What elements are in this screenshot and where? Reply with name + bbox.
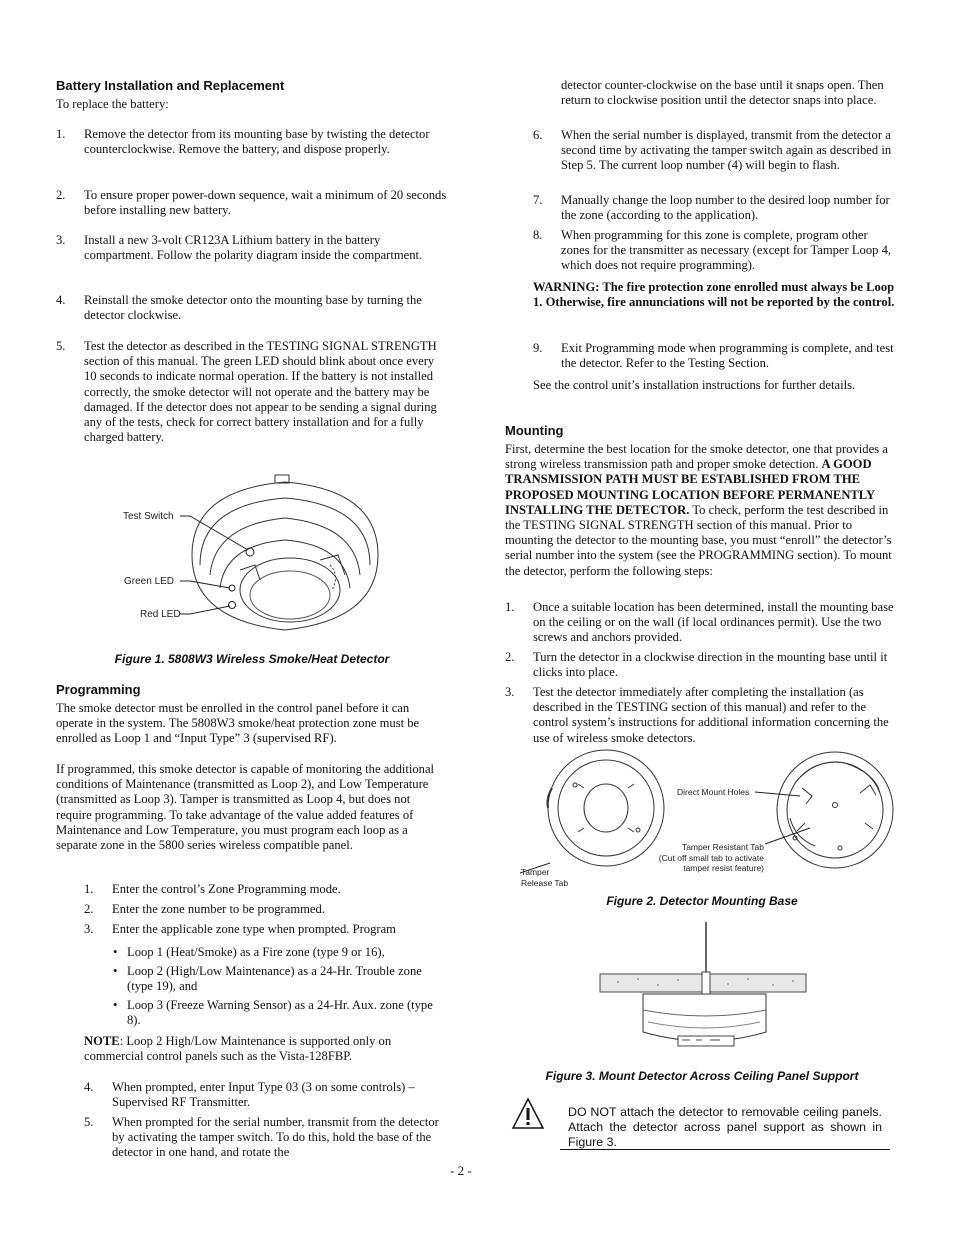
caution-text: DO NOT attach the detector to removable ceiling panels. Attach the detector across panel support as shown in Figure 3. xyxy=(568,1105,882,1149)
mounting-heading: Mounting xyxy=(505,423,564,438)
programming-note xyxy=(84,1034,448,1064)
programming-para2: If programmed, this smoke detector is capable of monitoring the additional conditions of Maintenance (transmitted as Loop 2), and Low Temperature (transmitted as Loop 3). Tamper is transmitted as Loop 4, but does not require programming. To take advantage of the value added features of Maintenance and Low Temperature, you must program each loop as a separate zone in the 5800 series wireless compatible panel. xyxy=(56,762,435,853)
figure3-caption: Figure 3. Mount Detector Across Ceiling Panel Support xyxy=(545,1069,859,1083)
programming-heading: Programming xyxy=(56,682,141,697)
mounting-intro: First, determine the best location for the smoke detector, one that provides a strong wireless transmission path and proper smoke detection. A GOOD TRANSMISSION PATH MUST BE ESTABLISHED FROM THE PROPOSED MOUNTING LOCATION BEFORE PERMANENTLY INSTALLING THE DETECTOR. To check, perform the test described in the TESTING SIGNAL STRENGTH section of this manual. Prior to mounting the detector to the mounting base, you must “enroll” the detector’s serial number into the system (see the PROGRAMMING section). To mount the detector, perform the following steps: xyxy=(505,442,892,578)
battery-intro: To replace the battery: xyxy=(56,97,169,111)
label-tamper-release-2: Release Tab xyxy=(521,878,569,888)
label-direct-mount-holes: Direct Mount Holes xyxy=(677,787,750,797)
note-label: NOTE xyxy=(84,1034,120,1048)
warning-triangle-icon xyxy=(511,1097,545,1131)
label-red-led: Red LED xyxy=(140,609,181,620)
figure2-caption: Figure 2. Detector Mounting Base xyxy=(606,894,798,908)
programming-see-also: See the control unit’s installation instructions for further details. xyxy=(533,378,856,392)
label-tamper-note-1: (Cut off small tab to activate xyxy=(658,853,764,863)
figure1-caption: Figure 1. 5808W3 Wireless Smoke/Heat Detector xyxy=(114,652,390,666)
programming-para1: The smoke detector must be enrolled in the control panel before it can operate in the system. The 5808W3 smoke/heat protection zone must be enrolled as Loop 1 and “Input Type” 3 (supervised RF). xyxy=(56,701,420,746)
note-text: : Loop 2 High/Low Maintenance is supported only on commercial control panels such as the Vista-128FBP. xyxy=(84,1034,392,1064)
label-test-switch: Test Switch xyxy=(123,511,174,522)
label-green-led: Green LED xyxy=(124,576,175,587)
page-number: - 2 - xyxy=(450,1163,472,1178)
step5-continued: detector counter-clockwise on the base until it snaps open. Then return to clockwise position until the detector snaps into place. xyxy=(561,78,884,108)
label-tamper-note-2: tamper resist feature) xyxy=(683,863,764,873)
label-tamper-resistant-tab: Tamper Resistant Tab xyxy=(681,842,764,852)
figure1-detector-illustration xyxy=(180,470,390,640)
figure3-ceiling-mount-illustration xyxy=(598,922,808,1062)
caution-rule xyxy=(560,1149,890,1150)
programming-warning: WARNING: The fire protection zone enrolled must always be Loop 1. Otherwise, fire annunciations will not be reported by the control. xyxy=(533,280,895,310)
battery-heading: Battery Installation and Replacement xyxy=(56,78,285,93)
label-tamper-release-1: Tamper xyxy=(521,867,550,877)
